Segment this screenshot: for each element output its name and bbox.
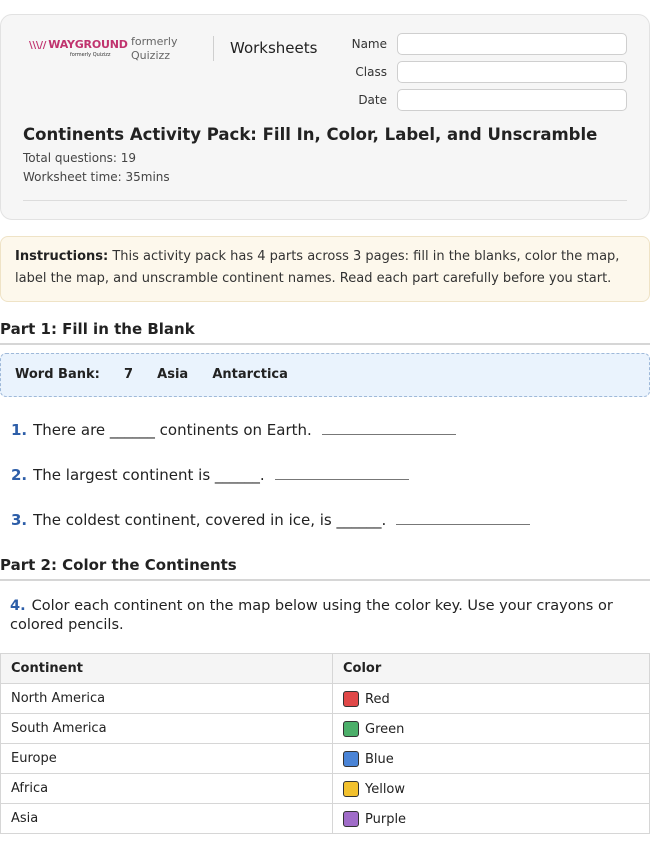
color-key-table [0,653,650,834]
instructions-label: Instructions: [15,249,109,264]
name-input[interactable] [397,33,627,55]
formerly-quizizz: formerly Quizizz [131,35,178,62]
color-cell [333,684,650,714]
header-divider [213,36,214,61]
continent-cell: South America [1,714,333,744]
logo-mark-icon: \\\// [29,40,47,51]
worksheet-title: Continents Activity Pack: Fill In, Color, Label, and Unscramble [23,125,598,144]
color-swatch [343,721,359,737]
part1-rule [0,343,650,345]
continent-cell: Africa [1,774,333,804]
instructions-text: This activity pack has 4 parts across 3 pages: fill in the blanks, color the map, label the map, and unscramble continent names. Read each part carefully before you start. [15,249,620,286]
word-bank-label: Word Bank: [15,367,100,382]
header-rule [23,200,627,201]
color-name: Green [365,721,405,737]
logo-subtitle: formerly Quizizz [70,52,111,58]
wayground-logo: \\\// WAYGROUND [29,38,128,51]
color-swatch [343,691,359,707]
question-1 [11,421,456,439]
color-cell [333,774,650,804]
date-input[interactable] [397,89,627,111]
question-3 [11,511,530,529]
answer-line[interactable] [396,513,530,525]
word-bank-word: Asia [157,367,189,382]
question-number: 2. [11,466,28,484]
table-header-row [1,654,650,684]
table-row [1,774,650,804]
class-field-row [340,61,630,83]
color-name: Blue [365,751,394,767]
word-bank-word: Antarctica [212,367,288,382]
name-field-row [340,33,630,55]
question-number: 4. [10,598,26,614]
word-bank-word: 7 [123,367,134,382]
color-swatch [343,751,359,767]
question-text: The coldest continent, covered in ice, is ______. [33,511,387,529]
part2-title: Part 2: Color the Continents [0,556,237,574]
question-2 [11,466,409,484]
table-row [1,804,650,834]
color-name: Purple [365,811,407,827]
table-row [1,684,650,714]
total-questions: Total questions: 19 [23,151,137,165]
worksheet-time: Worksheet time: 35mins [23,170,170,184]
instructions-box [0,236,650,302]
answer-line[interactable] [322,423,456,435]
table-row [1,744,650,774]
question-text: The largest continent is ______. [33,466,265,484]
color-name: Yellow [365,781,406,797]
color-swatch [343,811,359,827]
class-label: Class [355,65,387,79]
continent-cell: Asia [1,804,333,834]
name-label: Name [351,37,387,51]
continent-cell: Europe [1,744,333,774]
color-cell [333,714,650,744]
column-header-continent: Continent [1,654,333,684]
part2-rule [0,579,650,581]
question-4 [10,597,630,635]
word-bank [0,353,650,397]
date-field-row [340,89,630,111]
class-input[interactable] [397,61,627,83]
part1-title: Part 1: Fill in the Blank [0,320,195,338]
table-row [1,714,650,744]
continent-cell: North America [1,684,333,714]
color-swatch [343,781,359,797]
section-label: Worksheets [230,39,318,57]
date-label: Date [358,93,387,107]
color-cell [333,804,650,834]
question-number: 3. [11,511,28,529]
column-header-color: Color [333,654,650,684]
question-text: There are ______ continents on Earth. [33,421,312,439]
color-name: Red [365,691,390,707]
question-number: 1. [11,421,28,439]
question-text: Color each continent on the map below using the color key. Use your crayons or colored pencils. [10,598,613,633]
answer-line[interactable] [275,468,409,480]
color-cell [333,744,650,774]
